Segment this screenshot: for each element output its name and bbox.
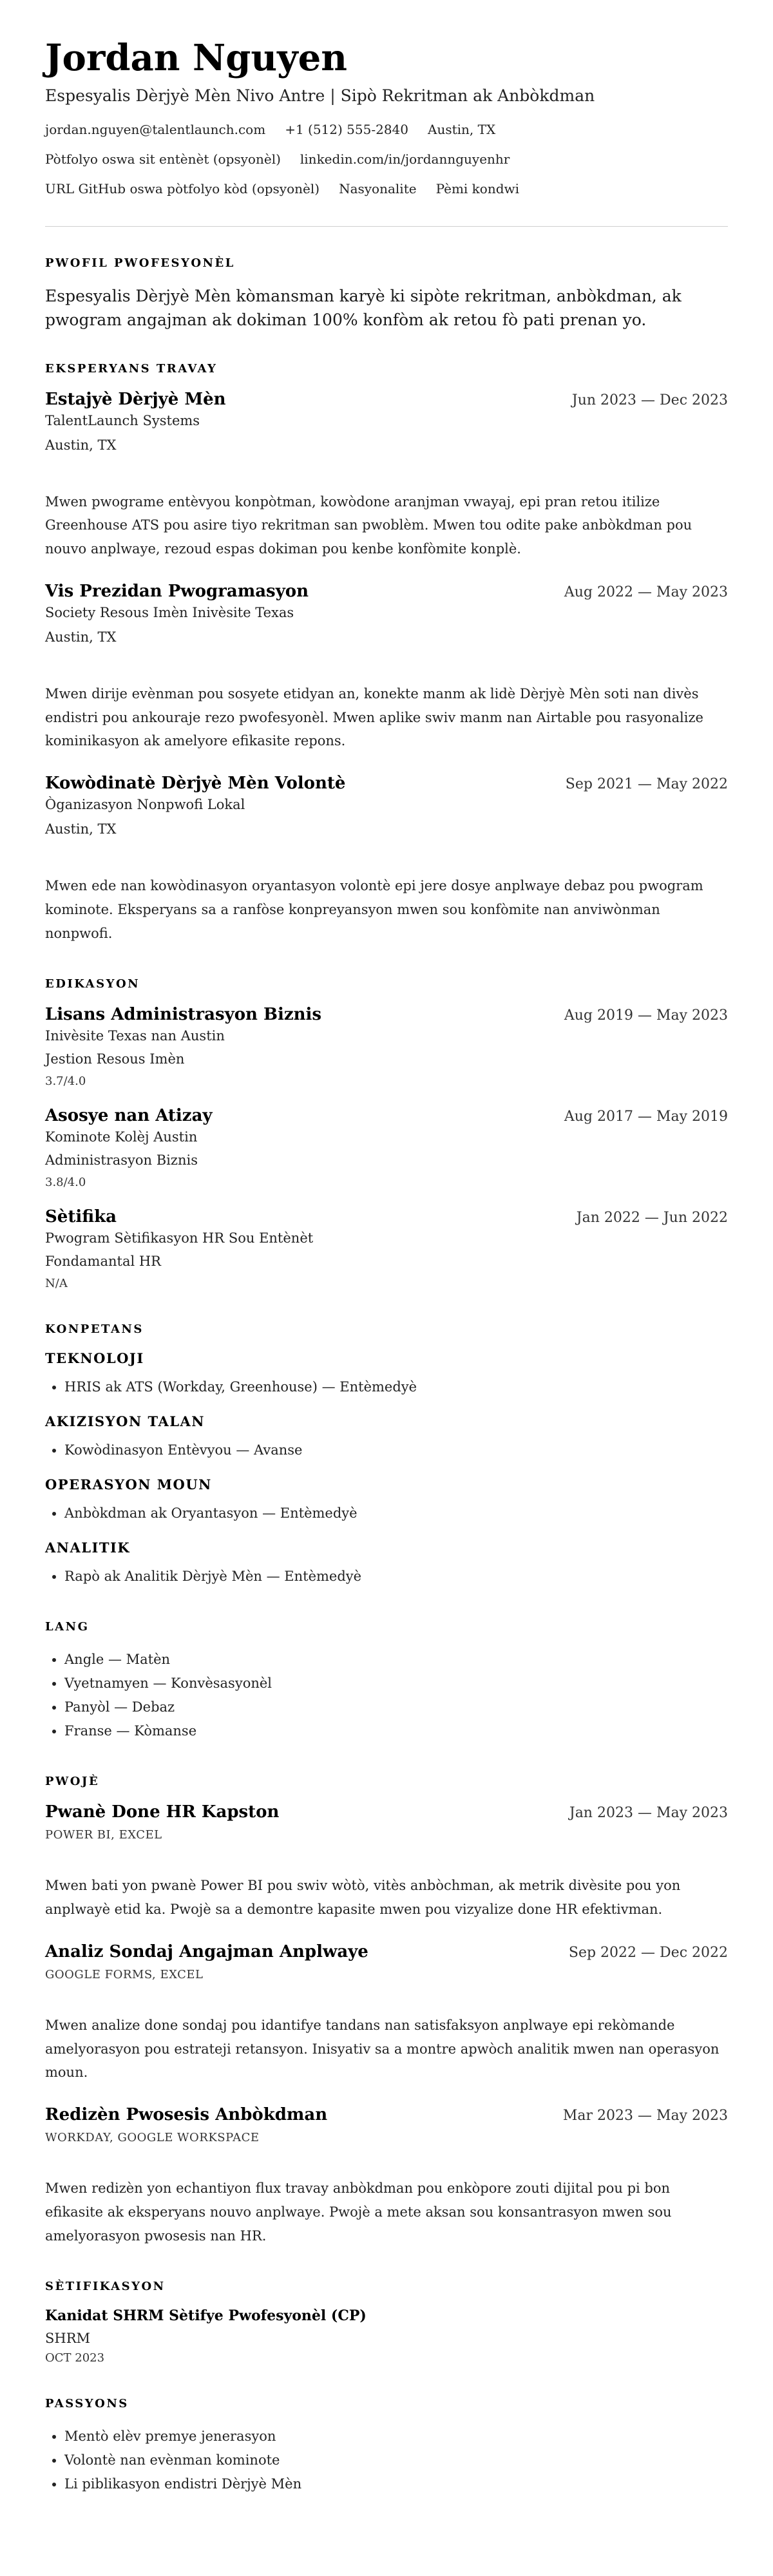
experience-entry xyxy=(45,774,728,945)
project-name: Redizèn Pwosesis Anbòkdman xyxy=(45,2105,328,2125)
interest-list xyxy=(45,2425,728,2495)
job-location: Austin, TX xyxy=(45,629,117,645)
certification-org: SHRM xyxy=(45,2331,91,2347)
summary-section xyxy=(45,256,728,332)
education-entry xyxy=(45,1106,728,1189)
job-date: Aug 2022 — May 2023 xyxy=(564,584,728,600)
skills-section xyxy=(45,1322,728,1588)
email-link[interactable]: jordan.nguyen@talentlaunch.com xyxy=(45,121,266,137)
job-company: Society Resous Imèn Inivèsite Texas xyxy=(45,604,294,620)
field-of-study: Fondamantal HR xyxy=(45,1254,161,1270)
summary-text: Espesyalis Dèrjyè Mèn kòmansman karyè ki sipòte rekritman, anbòkdman, ak pwogram angajman ak dokiman 100% konfòm ak retou fò pati prenan yo. xyxy=(45,286,682,330)
interest-item: • Li piblikasyon endistri Dèrjyè Mèn xyxy=(64,2472,728,2496)
section-title-projects: PWOJÈ xyxy=(45,1775,100,1789)
contact-row-1 xyxy=(45,122,728,137)
job-company: TalentLaunch Systems xyxy=(45,412,200,428)
school-name: Inivèsite Texas nan Austin xyxy=(45,1028,225,1044)
degree-title: Asosye nan Atizay xyxy=(45,1106,213,1126)
job-date: Sep 2021 — May 2022 xyxy=(565,776,728,793)
interest-item: • Mentò elèv premye jenerasyon xyxy=(64,2425,728,2448)
project-entry xyxy=(45,2105,728,2247)
section-title-summary: PWOFIL PWOFESYONÈL xyxy=(45,256,235,270)
contact-row-2 xyxy=(45,151,728,167)
section-title-certifications: SÈTIFIKASYON xyxy=(45,2280,166,2294)
language-item: • Franse — Kòmanse xyxy=(64,1719,728,1743)
project-date: Jan 2023 — May 2023 xyxy=(569,1805,728,1822)
project-date: Mar 2023 — May 2023 xyxy=(562,2108,728,2124)
degree-date: Jan 2022 — Jun 2022 xyxy=(576,1210,728,1226)
skill-list xyxy=(45,1565,728,1589)
language-item: • Vyetnamyen — Konvèsasyonèl xyxy=(64,1672,728,1695)
section-title-interests: PASSYONS xyxy=(45,2397,129,2411)
skill-category: AKIZISYON TALAN xyxy=(45,1413,205,1430)
section-title-skills: KONPETANS xyxy=(45,1322,144,1337)
gpa: N/A xyxy=(45,1277,68,1291)
section-title-experience: EKSPERYANS TRAVAY xyxy=(45,361,218,376)
experience-entry xyxy=(45,582,728,753)
skill-category: OPERASYON MOUN xyxy=(45,1476,212,1493)
projects-section xyxy=(45,1775,728,2247)
skill-category: TEKNOLOJI xyxy=(45,1350,144,1367)
skill-item: • Rapò ak Analitik Dèrjyè Mèn — Entèmedyè xyxy=(64,1565,728,1589)
degree-date: Aug 2019 — May 2023 xyxy=(564,1007,728,1024)
header-divider xyxy=(45,226,728,227)
skill-item: • Anbòkdman ak Oryantasyon — Entèmedyè xyxy=(64,1502,728,1525)
job-title: Vis Prezidan Pwogramasyon xyxy=(45,581,309,601)
gpa: 3.7/4.0 xyxy=(45,1074,86,1089)
education-entry xyxy=(45,1207,728,1290)
project-date: Sep 2022 — Dec 2022 xyxy=(568,1944,728,1961)
skill-category: ANALITIK xyxy=(45,1539,131,1556)
project-description: Mwen analize done sondaj pou idantifye tandans nan satisfaksyon anplwaye epi rekòmande amelyorasyon pou estrateji retansyon. Inisyativ sa a montre apwòch analitik mwen nan operasyon moun. xyxy=(45,2017,720,2081)
job-description: Mwen ede nan kowòdinasyon oryantasyon volontè epi jere dosye anplwaye debaz pou pwogram kominote. Eksperyans sa a ranfòse konpreyansyon mwen sou konfòmite nan anviwònman nonpwofi. xyxy=(45,878,703,941)
school-name: Pwogram Sètifikasyon HR Sou Entènèt xyxy=(45,1230,314,1246)
job-location: Austin, TX xyxy=(45,821,117,837)
linkedin-link[interactable]: linkedin.com/in/jordannguyenhr xyxy=(300,151,510,167)
certification-date: OCT 2023 xyxy=(45,2351,105,2365)
work-permit: Pèmi kondwi xyxy=(435,180,520,196)
job-date: Jun 2023 — Dec 2023 xyxy=(571,392,728,408)
github-link[interactable]: URL GitHub oswa pòtfolyo kòd (opsyonèl) xyxy=(45,180,320,196)
education-section xyxy=(45,977,728,1290)
field-of-study: Administrasyon Biznis xyxy=(45,1152,198,1169)
resume-header xyxy=(45,39,728,196)
project-name: Analiz Sondaj Angajman Anplwaye xyxy=(45,1942,368,1961)
interest-item: • Volontè nan evènman kominote xyxy=(64,2448,728,2472)
project-name: Pwanè Done HR Kapston xyxy=(45,1802,280,1822)
language-item: • Panyòl — Debaz xyxy=(64,1695,728,1719)
language-item: • Angle — Matèn xyxy=(64,1648,728,1672)
certification-entry xyxy=(45,2307,728,2365)
nationality: Nasyonalite xyxy=(339,180,417,196)
skill-list xyxy=(45,1438,728,1462)
degree-title: Lisans Administrasyon Biznis xyxy=(45,1005,322,1025)
project-tech: WORKDAY, GOOGLE WORKSPACE xyxy=(45,2131,260,2145)
phone-number[interactable]: +1 (512) 555-2840 xyxy=(285,121,408,137)
job-description: Mwen dirije evènman pou sosyete etidyan an, konekte manm ak lidè Dèrjyè Mèn soti nan divès endistri pou ankouraje rezo pwofesyonèl. Mwen aplike swiv manm nan Airtable pou rasyonalize kominikasyon ak amelyore efikasite repons. xyxy=(45,685,703,749)
experience-entry xyxy=(45,390,728,561)
field-of-study: Jestion Resous Imèn xyxy=(45,1051,185,1067)
project-tech: GOOGLE FORMS, EXCEL xyxy=(45,1967,204,1981)
education-entry xyxy=(45,1005,728,1088)
job-title: Kowòdinatè Dèrjyè Mèn Volontè xyxy=(45,774,346,794)
candidate-name: Jordan Nguyen xyxy=(45,37,347,79)
skill-list xyxy=(45,1375,728,1399)
skill-item: • HRIS ak ATS (Workday, Greenhouse) — Entèmedyè xyxy=(64,1375,728,1399)
candidate-headline: Espesyalis Dèrjyè Mèn Nivo Antre | Sipò Rekritman ak Anbòkdman xyxy=(45,86,595,105)
section-title-education: EDIKASYON xyxy=(45,977,140,991)
language-list xyxy=(45,1648,728,1742)
degree-title: Sètifika xyxy=(45,1207,117,1227)
job-company: Òganizasyon Nonpwofi Lokal xyxy=(45,797,245,813)
project-entry xyxy=(45,1802,728,1922)
experience-section xyxy=(45,362,728,946)
portfolio-link[interactable]: Pòtfolyo oswa sit entènèt (opsyonèl) xyxy=(45,151,281,167)
project-tech: POWER BI, EXCEL xyxy=(45,1828,162,1842)
job-description: Mwen pwograme entèvyou konpòtman, kowòdone aranjman vwayaj, epi pran retou itilize Greenhouse ATS pou asire tiyo rekritman san pwoblèm. Mwen tou odite pake anbòkdman pou nouvo anplwaye, rezoud espas dokiman pou kenbe konfòmite konplè. xyxy=(45,493,692,557)
job-title: Estajyè Dèrjyè Mèn xyxy=(45,389,226,409)
certification-name: Kanidat SHRM Sètifye Pwofesyonèl (CP) xyxy=(45,2307,367,2325)
school-name: Kominote Kolèj Austin xyxy=(45,1129,198,1145)
project-entry xyxy=(45,1942,728,2085)
certifications-section xyxy=(45,2280,728,2365)
languages-section xyxy=(45,1620,728,1742)
location: Austin, TX xyxy=(428,121,496,137)
section-title-languages: LANG xyxy=(45,1620,90,1634)
skill-item: • Kowòdinasyon Entèvyou — Avanse xyxy=(64,1438,728,1462)
project-description: Mwen bati yon pwanè Power BI pou swiv wòtò, vitès anbòchman, ak metrik divèsite pou yon anplwayè etid ka. Pwojè sa a demontre kapasite mwen pou vizyalize done HR efektivman. xyxy=(45,1878,681,1918)
degree-date: Aug 2017 — May 2019 xyxy=(564,1109,728,1125)
skill-list xyxy=(45,1502,728,1525)
contact-row-3 xyxy=(45,181,728,196)
gpa: 3.8/4.0 xyxy=(45,1176,86,1190)
project-description: Mwen redizèn yon echantiyon flux travay anbòkdman pou enkòpore zouti dijital pou pi bon efikasite ak eksperyans nouvo anplwaye. Pwojè a mete aksan sou konsantrasyon mwen sou amelyorasyon pwosesis nan HR. xyxy=(45,2180,672,2244)
interests-section xyxy=(45,2397,728,2495)
job-location: Austin, TX xyxy=(45,437,117,453)
